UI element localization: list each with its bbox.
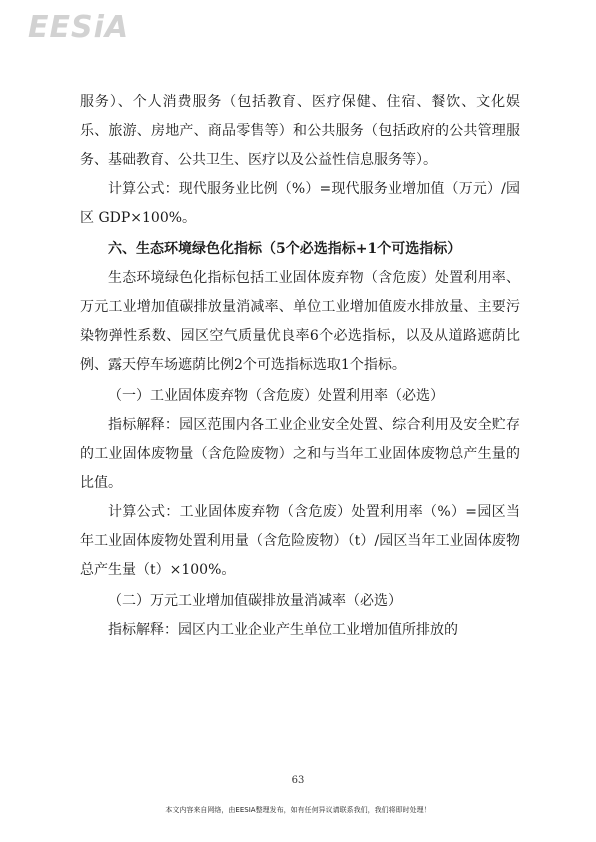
subsection-heading-solid-waste: （一）工业固体废弃物（含危废）处置利用率（必选） <box>108 388 444 404</box>
paragraph-eco-indicators: 生态环境绿色化指标包括工业固体废弃物（含危废）处置利用率、万元工业增加值碳排放量消减率、单位工业增加值废水排放量、主要污染物弹性系数、园区空气质量优良率6个必选指标，以及从道路遮荫比例、露天停车场遮荫比例2个可选指标选取1个指标。 <box>80 270 520 373</box>
paragraph-carbon-explanation: 指标解释：园区内工业企业产生单位工业增加值所排放的 <box>108 622 458 638</box>
footer-disclaimer: 本文内容来自网络，由EESIA整理发布，如有任何异议请联系我们，我们将即时处理！ <box>165 806 431 814</box>
paragraph-solid-waste-formula: 计算公式：工业固体废弃物（含危废）处置利用率（%）=园区当年工业固体废物处置利用量（含危险废物）（t）/园区当年工业固体废物总产生量（t）×100%。 <box>80 504 520 578</box>
page-number: 63 <box>291 775 305 786</box>
document-body <box>80 88 520 645</box>
subsection-heading-carbon: （二）万元工业增加值碳排放量消减率（必选） <box>108 593 402 609</box>
section-heading-eco-green: 六、生态环境绿色化指标（5个必选指标+1个可选指标） <box>108 241 462 257</box>
paragraph-solid-waste-explanation: 指标解释：园区范围内各工业企业安全处置、综合利用及安全贮存的工业固体废物量（含危险废物）之和与当年工业固体废物总产生量的比值。 <box>80 417 520 491</box>
eesia-logo: EESiA <box>28 10 130 45</box>
paragraph-formula-modern-service: 计算公式：现代服务业比例（%）=现代服务业增加值（万元）/园区 GDP×100%。 <box>80 181 520 226</box>
paragraph-service-types: 服务）、个人消费服务（包括教育、医疗保健、住宿、餐饮、文化娱乐、旅游、房地产、商品零售等）和公共服务（包括政府的公共管理服务、基础教育、公共卫生、医疗以及公益性信息服务等）。 <box>80 94 520 168</box>
